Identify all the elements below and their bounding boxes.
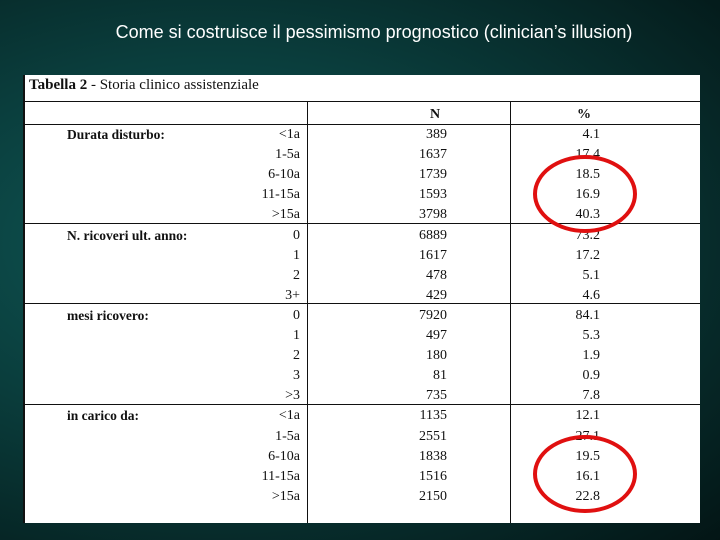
table-caption-number: Tabella 2 <box>29 77 88 93</box>
row-category-label: <1a <box>278 127 300 142</box>
row-category-label: 11-15a <box>261 469 300 484</box>
row-percent-value: 1.9 <box>582 348 600 363</box>
row-category-label: 11-15a <box>261 187 300 202</box>
row-percent-value: 7.8 <box>582 388 600 403</box>
row-n-value: 6889 <box>419 228 447 243</box>
row-n-value: 1135 <box>419 408 447 423</box>
highlight-ellipse-in-charge <box>533 435 637 513</box>
row-n-value: 1593 <box>419 187 447 202</box>
table-image <box>23 75 700 523</box>
row-percent-value: 4.6 <box>582 288 600 303</box>
row-percent-value: 12.1 <box>575 408 600 423</box>
row-n-value: 389 <box>426 127 447 142</box>
row-n-value: 1739 <box>419 167 447 182</box>
col-divider-n <box>307 101 308 523</box>
row-n-value: 1617 <box>419 248 447 263</box>
row-category-label: >15a <box>271 489 300 504</box>
row-percent-value: 84.1 <box>575 308 600 323</box>
row-n-value: 7920 <box>419 308 447 323</box>
row-category-label: 2 <box>293 348 300 363</box>
row-category-label: >3 <box>285 388 300 403</box>
row-category-label: 1-5a <box>275 429 300 444</box>
row-percent-value: 16.1 <box>575 469 600 484</box>
row-category-label: 0 <box>293 308 300 323</box>
highlight-ellipse-duration <box>533 155 637 233</box>
row-percent-value: 40.3 <box>575 207 600 222</box>
row-n-value: 180 <box>426 348 447 363</box>
row-category-label: <1a <box>278 408 300 423</box>
row-percent-value: 5.1 <box>582 268 600 283</box>
row-n-value: 81 <box>433 368 447 383</box>
row-category-label: 6-10a <box>268 449 300 464</box>
row-n-value: 2551 <box>419 429 447 444</box>
row-percent-value: 5.3 <box>582 328 600 343</box>
caption-rule <box>25 101 700 102</box>
row-group-label: mesi ricovero: <box>67 308 149 323</box>
row-n-value: 3798 <box>419 207 447 222</box>
row-percent-value: 17.2 <box>575 248 600 263</box>
row-group-label: N. ricoveri ult. anno: <box>67 228 188 243</box>
row-group-label: in carico da: <box>67 408 139 423</box>
row-n-value: 429 <box>426 288 447 303</box>
slide-title: Come si costruisce il pessimismo prognostico (clinician’s illusion) <box>115 22 633 42</box>
row-percent-value: 4.1 <box>582 127 600 142</box>
row-group-label: Durata disturbo: <box>67 127 165 142</box>
row-category-label: 3+ <box>285 288 300 303</box>
row-percent-value: 17.4 <box>575 147 600 162</box>
row-n-value: 1637 <box>419 147 447 162</box>
row-category-label: 1 <box>293 248 300 263</box>
row-category-label: 0 <box>293 228 300 243</box>
row-category-label: 6-10a <box>268 167 300 182</box>
row-n-value: 1838 <box>419 449 447 464</box>
row-n-value: 2150 <box>419 489 447 504</box>
row-category-label: 2 <box>293 268 300 283</box>
table-caption-text: - Storia clinico assistenziale <box>87 77 259 93</box>
column-header-percent: % <box>577 107 591 122</box>
row-percent-value: 27.1 <box>575 429 600 444</box>
row-n-value: 1516 <box>419 469 447 484</box>
row-percent-value: 18.5 <box>575 167 600 182</box>
row-percent-value: 73.2 <box>575 228 600 243</box>
row-category-label: 3 <box>293 368 300 383</box>
row-percent-value: 19.5 <box>575 449 600 464</box>
table-caption <box>29 77 259 94</box>
row-n-value: 478 <box>426 268 447 283</box>
row-category-label: 1-5a <box>275 147 300 162</box>
column-header-n: N <box>430 107 441 122</box>
row-category-label: >15a <box>271 207 300 222</box>
row-n-value: 497 <box>426 328 447 343</box>
row-n-value: 735 <box>426 388 447 403</box>
row-percent-value: 0.9 <box>582 368 600 383</box>
row-percent-value: 16.9 <box>575 187 600 202</box>
row-category-label: 1 <box>293 328 300 343</box>
row-percent-value: 22.8 <box>575 489 600 504</box>
